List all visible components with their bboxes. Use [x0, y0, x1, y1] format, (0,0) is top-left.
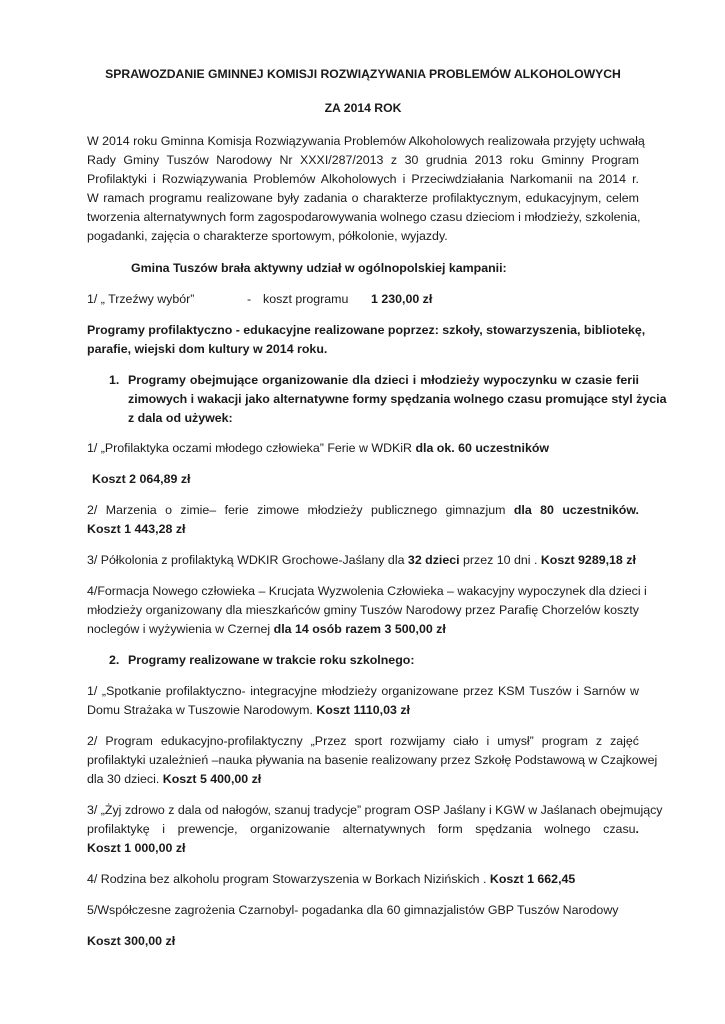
list-item: 5/Współczesne zagrożenia Czarnobyl- pogadanka dla 60 gimnazjalistów GBP Tuszów Narodowy [87, 903, 619, 917]
report-title: SPRAWOZDANIE GMINNEJ KOMISJI ROZWIĄZYWANIA PROBLEMÓW ALKOHOLOWYCH [105, 67, 621, 81]
list-item [87, 872, 575, 886]
list-item [87, 822, 639, 836]
item-bold: . [635, 822, 639, 836]
report-subtitle: ZA 2014 ROK [324, 101, 402, 115]
intro-line: Profilaktyki i Rozwiązywania Problemów Alkoholowych i Przeciwdziałania Narkomanii na 2014 r. [87, 172, 639, 186]
item-bold: dla 80 uczestników. [513, 503, 639, 517]
item-text: przez 10 dni . [459, 553, 541, 567]
item-bold: Koszt 1110,03 zł [316, 703, 410, 717]
item-text: dla 30 dzieci. [87, 772, 163, 786]
section-number: 2. [109, 653, 120, 667]
intro-line: pogadanki, zajęcia o charakterze sportowym, półkolonie, wyjazdy. [87, 229, 448, 243]
campaign-cost-label: koszt programu [263, 292, 349, 306]
list-item [87, 622, 446, 636]
list-item [87, 772, 261, 786]
item-text: 4/ Rodzina bez alkoholu program Stowarzyszenia w Borkach Nizińskich . [87, 872, 490, 886]
item-text: profilaktykę i prewencje, organizowanie alternatywnych form spędzania wolnego czasu [87, 822, 636, 836]
item-cost: Koszt 300,00 zł [87, 934, 176, 948]
item-bold: Koszt 5 400,00 zł [162, 772, 262, 786]
section-number: 1. [109, 373, 120, 387]
programs-heading: parafie, wiejski dom kultury w 2014 roku. [87, 342, 328, 356]
intro-line: W 2014 roku Gminna Komisja Rozwiązywania Problemów Alkoholowych realizowała przyjęty uchwałą [87, 134, 645, 148]
list-item: młodzieży organizowany dla mieszkańców gminy Tuszów Narodowy przez Parafię Chorzelów koszty [87, 603, 639, 617]
item-bold: Koszt 9289,18 zł [540, 553, 636, 567]
item-bold: dla 14 osób razem 3 500,00 zł [273, 622, 446, 636]
list-item [87, 553, 636, 567]
list-item: 3/ „Żyj zdrowo z dala od nałogów, szanuj tradycje” program OSP Jaślany i KGW w Jaślanach obejmujący [87, 803, 663, 817]
item-text: noclegów i wyżywienia w Czernej [87, 622, 274, 636]
item-cost: Koszt 2 064,89 zł [92, 472, 191, 486]
section1-heading: z dala od używek: [128, 411, 233, 425]
section1-heading: zimowych i wakacji jako alternatywne formy spędzania wolnego czasu promujące styl życia [128, 392, 667, 406]
item-bold: dla ok. 60 uczestników [415, 441, 550, 455]
item-bold: 32 dzieci [407, 553, 460, 567]
item-text: 2/ Marzenia o zimie– ferie zimowe młodzieży publicznego gimnazjum [87, 503, 514, 517]
item-bold: Koszt 1 662,45 [489, 872, 576, 886]
programs-heading: Programy profilaktyczno - edukacyjne realizowane poprzez: szkoły, stowarzyszenia, bibliotekę, [87, 323, 646, 337]
list-item [87, 703, 410, 717]
campaign-heading: Gmina Tuszów brała aktywny udział w ogólnopolskiej kampanii: [131, 261, 507, 275]
section1-heading: Programy obejmujące organizowanie dla dzieci i młodzieży wypoczynku w czasie ferii [128, 373, 639, 387]
section2-heading: Programy realizowane w trakcie roku szkolnego: [128, 653, 415, 667]
list-item: 2/ Program edukacyjno-profilaktyczny „Przez sport rozwijamy ciało i umysł” program z zajęć [87, 734, 639, 748]
list-item [87, 503, 639, 517]
item-cost: Koszt 1 443,28 zł [87, 522, 186, 536]
item-text: 3/ Półkolonia z profilaktyką WDKIR Grochowe-Jaślany dla [87, 553, 408, 567]
campaign-label: 1/ „ Trzeźwy wybór” [87, 292, 195, 306]
intro-line: Rady Gminy Tuszów Narodowy Nr XXXI/287/2013 z 30 grudnia 2013 roku Gminny Program [87, 153, 639, 167]
list-item: profilaktyki uzależnień –nauka pływania na basenie realizowany przez Szkołę Podstawową w Czajkowej [87, 753, 658, 767]
campaign-dash: - [247, 292, 252, 306]
list-item: 4/Formacja Nowego człowieka – Krucjata Wyzwolenia Człowieka – wakacyjny wypoczynek dla dzieci i [87, 584, 647, 598]
list-item [87, 441, 549, 455]
item-text: 1/ „Profilaktyka oczami młodego człowieka” Ferie w WDKiR [87, 441, 416, 455]
intro-line: tworzenia alternatywnych form zagospodarowywania wolnego czasu dzieciom i młodzieży, szkolenia, [87, 210, 641, 224]
item-text: Domu Strażaka w Tuszowie Narodowym. [87, 703, 317, 717]
intro-line: W ramach programu realizowane były zadania o charakterze profilaktycznym, edukacyjnym, celem [87, 191, 639, 205]
campaign-cost: 1 230,00 zł [371, 292, 433, 306]
item-cost: Koszt 1 000,00 zł [87, 841, 186, 855]
list-item: 1/ „Spotkanie profilaktyczno- integracyjne młodzieży organizowane przez KSM Tuszów i Sarnów w [87, 684, 639, 698]
